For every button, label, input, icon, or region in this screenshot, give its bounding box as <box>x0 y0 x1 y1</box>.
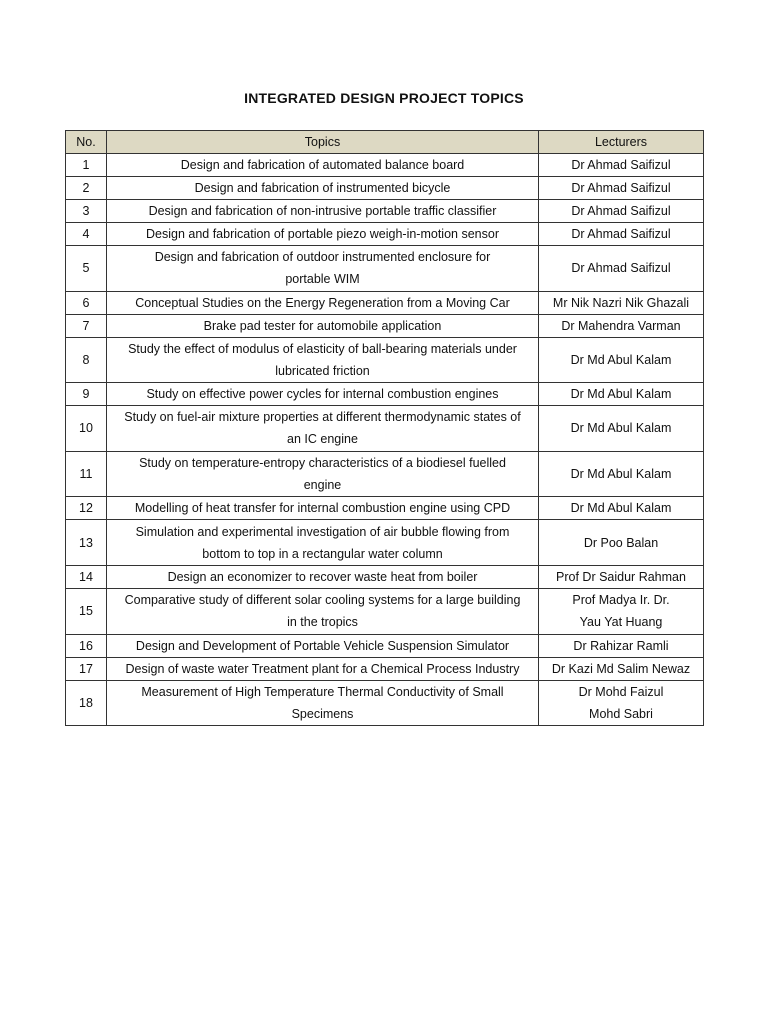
lecturer-name: Dr Mahendra Varman <box>561 318 681 333</box>
topic-cell <box>107 406 539 452</box>
row-number: 11 <box>66 451 107 497</box>
table-header-row <box>66 131 704 154</box>
table-row <box>66 200 704 223</box>
lecturer-cell <box>539 497 704 520</box>
topic-cell <box>107 497 539 520</box>
row-number: 3 <box>66 200 107 223</box>
topic-cell <box>107 657 539 680</box>
topic-text: engine <box>303 478 342 493</box>
lecturer-cell <box>539 246 704 292</box>
lecturer-name: Dr Ahmad Saifizul <box>571 261 671 276</box>
table-row <box>66 337 704 383</box>
lecturer-name: Dr Md Abul Kalam <box>570 387 672 402</box>
lecturer-name: Dr Ahmad Saifizul <box>571 204 671 218</box>
lecturer-name: Dr Md Abul Kalam <box>570 421 672 436</box>
topic-cell <box>107 291 539 314</box>
topic-cell <box>107 223 539 246</box>
lecturer-name: Mohd Sabri <box>589 706 653 721</box>
row-number: 17 <box>66 657 107 680</box>
topic-text: Study the effect of modulus of elasticity of ball-bearing materials under <box>128 341 517 356</box>
row-number: 2 <box>66 177 107 200</box>
row-number: 16 <box>66 634 107 657</box>
topic-cell <box>107 588 539 634</box>
row-number: 7 <box>66 314 107 337</box>
lecturer-name: Dr Kazi Md Salim Newaz <box>551 661 691 676</box>
header-topics: Topics <box>107 131 539 154</box>
lecturer-name: Dr Md Abul Kalam <box>570 501 672 516</box>
row-number: 14 <box>66 565 107 588</box>
row-number: 18 <box>66 680 107 726</box>
topic-text: in the tropics <box>287 615 358 630</box>
lecturer-name: Dr Ahmad Saifizul <box>571 181 671 195</box>
lecturer-name: Dr Ahmad Saifizul <box>571 158 671 172</box>
lecturer-cell <box>539 634 704 657</box>
lecturer-name: Dr Ahmad Saifizul <box>571 227 671 241</box>
table-row <box>66 383 704 406</box>
table-row <box>66 291 704 314</box>
table-row <box>66 406 704 452</box>
lecturer-cell <box>539 520 704 566</box>
table-row <box>66 634 704 657</box>
topic-text: Measurement of High Temperature Thermal Conductivity of Small <box>141 684 504 699</box>
table-body <box>66 154 704 726</box>
topic-cell <box>107 680 539 726</box>
topic-cell <box>107 177 539 200</box>
lecturer-cell <box>539 565 704 588</box>
topic-text: lubricated friction <box>275 363 370 378</box>
topic-text: Study on fuel-air mixture properties at different thermodynamic states of <box>124 410 521 425</box>
row-number: 4 <box>66 223 107 246</box>
topic-text: Design and Development of Portable Vehicle Suspension Simulator <box>135 638 510 653</box>
lecturer-cell <box>539 223 704 246</box>
topic-text: portable WIM <box>285 272 360 287</box>
topic-cell <box>107 200 539 223</box>
lecturer-cell <box>539 657 704 680</box>
lecturer-name: Dr Poo Balan <box>583 535 659 550</box>
lecturer-name: Yau Yat Huang <box>579 615 663 630</box>
topic-text: Design and fabrication of automated balance board <box>180 158 465 172</box>
lecturer-cell <box>539 314 704 337</box>
lecturer-name: Dr Md Abul Kalam <box>570 352 672 367</box>
row-number: 12 <box>66 497 107 520</box>
lecturer-name: Dr Rahizar Ramli <box>573 638 669 653</box>
table-row <box>66 451 704 497</box>
lecturer-cell <box>539 406 704 452</box>
row-number: 9 <box>66 383 107 406</box>
lecturer-name: Dr Mohd Faizul <box>578 684 664 699</box>
row-number: 8 <box>66 337 107 383</box>
table-row <box>66 657 704 680</box>
lecturer-cell <box>539 451 704 497</box>
row-number: 6 <box>66 291 107 314</box>
lecturer-name: Prof Madya Ir. Dr. <box>572 593 670 608</box>
topic-text: Modelling of heat transfer for internal combustion engine using CPD <box>134 501 511 516</box>
topic-text: Design an economizer to recover waste heat from boiler <box>167 569 478 584</box>
topic-cell <box>107 383 539 406</box>
topic-cell <box>107 520 539 566</box>
topic-cell <box>107 246 539 292</box>
topic-text: Design and fabrication of non-intrusive portable traffic classifier <box>148 204 497 218</box>
topic-text: Simulation and experimental investigation of air bubble flowing from <box>135 524 510 539</box>
topic-text: Design of waste water Treatment plant for a Chemical Process Industry <box>125 661 520 676</box>
topic-text: an IC engine <box>287 432 358 447</box>
table-row <box>66 520 704 566</box>
table-row <box>66 223 704 246</box>
lecturer-name: Prof Dr Saidur Rahman <box>556 569 686 584</box>
row-number: 15 <box>66 588 107 634</box>
topic-text: Study on effective power cycles for internal combustion engines <box>146 387 499 402</box>
table-row <box>66 246 704 292</box>
topic-text: Conceptual Studies on the Energy Regeneration from a Moving Car <box>135 295 510 310</box>
topic-cell <box>107 634 539 657</box>
topic-cell <box>107 154 539 177</box>
topic-text: bottom to top in a rectangular water column <box>202 546 443 561</box>
lecturer-name: Mr Nik Nazri Nik Ghazali <box>552 295 690 310</box>
topic-cell <box>107 565 539 588</box>
table-row <box>66 497 704 520</box>
lecturer-cell <box>539 200 704 223</box>
topic-text: Design and fabrication of portable piezo weigh-in-motion sensor <box>146 227 499 241</box>
table-row <box>66 314 704 337</box>
lecturer-cell <box>539 177 704 200</box>
row-number: 10 <box>66 406 107 452</box>
lecturer-name: Dr Md Abul Kalam <box>570 467 672 482</box>
row-number: 1 <box>66 154 107 177</box>
table-row <box>66 177 704 200</box>
lecturer-cell <box>539 383 704 406</box>
topic-text: Design and fabrication of outdoor instrumented enclosure for <box>154 250 491 265</box>
table-row <box>66 588 704 634</box>
topic-cell <box>107 314 539 337</box>
table-row <box>66 565 704 588</box>
lecturer-cell <box>539 680 704 726</box>
topic-text: Design and fabrication of instrumented bicycle <box>194 181 451 195</box>
lecturer-cell <box>539 588 704 634</box>
header-no: No. <box>66 131 107 154</box>
topic-text: Brake pad tester for automobile application <box>203 318 442 333</box>
table-row <box>66 154 704 177</box>
lecturer-cell <box>539 337 704 383</box>
topic-text: Comparative study of different solar cooling systems for a large building <box>124 593 521 608</box>
page-title: INTEGRATED DESIGN PROJECT TOPICS <box>244 90 524 106</box>
table-row <box>66 680 704 726</box>
row-number: 5 <box>66 246 107 292</box>
lecturer-cell <box>539 154 704 177</box>
header-lecturers: Lecturers <box>539 131 704 154</box>
topic-text: Specimens <box>291 706 354 721</box>
lecturer-cell <box>539 291 704 314</box>
topic-cell <box>107 337 539 383</box>
topic-text: Study on temperature-entropy characteristics of a biodiesel fuelled <box>139 456 506 471</box>
row-number: 13 <box>66 520 107 566</box>
topics-table <box>65 130 704 726</box>
topic-cell <box>107 451 539 497</box>
